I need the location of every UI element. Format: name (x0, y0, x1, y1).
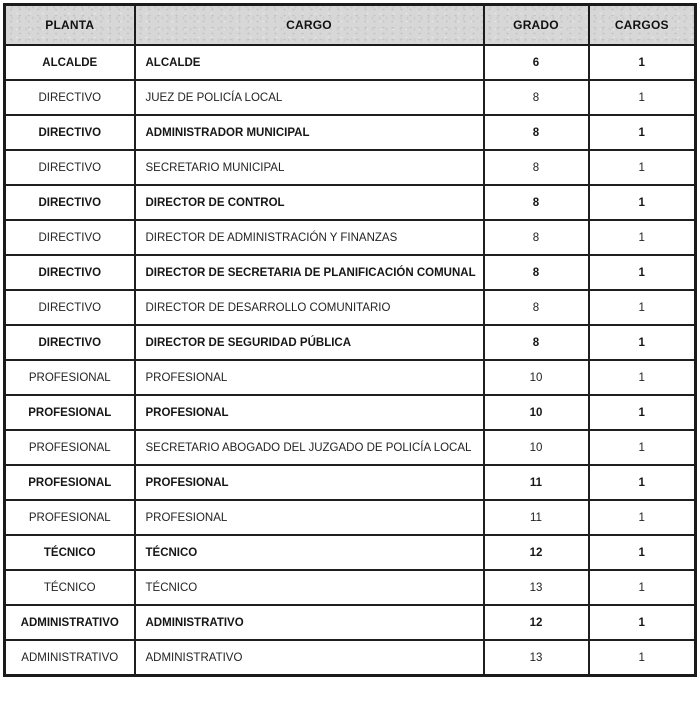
cell-grado: 10 (484, 360, 589, 395)
cell-cargos: 1 (589, 500, 696, 535)
cell-cargo: ADMINISTRATIVO (135, 605, 484, 640)
cell-cargo: PROFESIONAL (135, 465, 484, 500)
column-header-planta: PLANTA (5, 5, 135, 46)
table-row (5, 465, 696, 500)
cell-grado: 6 (484, 45, 589, 80)
table-row (5, 570, 696, 605)
table-row (5, 115, 696, 150)
cell-grado: 11 (484, 500, 589, 535)
cell-planta: PROFESIONAL (5, 500, 135, 535)
cell-cargo: ALCALDE (135, 45, 484, 80)
cell-grado: 8 (484, 150, 589, 185)
column-header-grado: GRADO (484, 5, 589, 46)
cell-planta: PROFESIONAL (5, 465, 135, 500)
cell-planta: TÉCNICO (5, 535, 135, 570)
table-body (5, 45, 696, 676)
cell-planta: DIRECTIVO (5, 220, 135, 255)
cell-cargo: DIRECTOR DE SEGURIDAD PÚBLICA (135, 325, 484, 360)
cell-cargo: SECRETARIO MUNICIPAL (135, 150, 484, 185)
table-row (5, 255, 696, 290)
cell-planta: PROFESIONAL (5, 395, 135, 430)
table-row (5, 45, 696, 80)
table-row (5, 500, 696, 535)
cell-cargos: 1 (589, 325, 696, 360)
cell-cargos: 1 (589, 115, 696, 150)
cell-planta: DIRECTIVO (5, 325, 135, 360)
table-row (5, 80, 696, 115)
table-row (5, 535, 696, 570)
cell-cargo: ADMINISTRADOR MUNICIPAL (135, 115, 484, 150)
cell-planta: DIRECTIVO (5, 185, 135, 220)
cell-cargos: 1 (589, 290, 696, 325)
cell-grado: 13 (484, 570, 589, 605)
column-header-cargos: CARGOS (589, 5, 696, 46)
cell-grado: 8 (484, 220, 589, 255)
cell-planta: TÉCNICO (5, 570, 135, 605)
cell-cargo: DIRECTOR DE DESARROLLO COMUNITARIO (135, 290, 484, 325)
cell-cargos: 1 (589, 80, 696, 115)
cell-planta: ALCALDE (5, 45, 135, 80)
cell-cargo: ADMINISTRATIVO (135, 640, 484, 676)
cell-cargo: TÉCNICO (135, 535, 484, 570)
table-header (5, 5, 696, 46)
cell-cargo: PROFESIONAL (135, 360, 484, 395)
cell-cargos: 1 (589, 150, 696, 185)
table-row (5, 430, 696, 465)
table-row (5, 150, 696, 185)
cell-cargos: 1 (589, 535, 696, 570)
cell-planta: ADMINISTRATIVO (5, 605, 135, 640)
cell-planta: DIRECTIVO (5, 290, 135, 325)
cell-grado: 8 (484, 290, 589, 325)
table-row (5, 290, 696, 325)
table-row (5, 220, 696, 255)
table-row (5, 605, 696, 640)
table-row (5, 185, 696, 220)
table-header-row (5, 5, 696, 46)
table-row (5, 325, 696, 360)
cell-cargos: 1 (589, 185, 696, 220)
cell-grado: 8 (484, 325, 589, 360)
cell-cargos: 1 (589, 220, 696, 255)
cell-grado: 12 (484, 535, 589, 570)
table-row (5, 395, 696, 430)
cell-grado: 12 (484, 605, 589, 640)
cell-planta: DIRECTIVO (5, 80, 135, 115)
cell-cargos: 1 (589, 605, 696, 640)
cell-cargo: PROFESIONAL (135, 395, 484, 430)
cell-cargos: 1 (589, 465, 696, 500)
cell-cargo: DIRECTOR DE ADMINISTRACIÓN Y FINANZAS (135, 220, 484, 255)
cell-cargos: 1 (589, 640, 696, 676)
cell-planta: PROFESIONAL (5, 430, 135, 465)
cell-planta: ADMINISTRATIVO (5, 640, 135, 676)
cell-cargos: 1 (589, 45, 696, 80)
cell-grado: 10 (484, 430, 589, 465)
cell-planta: DIRECTIVO (5, 150, 135, 185)
cell-planta: PROFESIONAL (5, 360, 135, 395)
cell-cargo: TÉCNICO (135, 570, 484, 605)
cell-cargo: SECRETARIO ABOGADO DEL JUZGADO DE POLICÍA LOCAL (135, 430, 484, 465)
cell-grado: 10 (484, 395, 589, 430)
cell-grado: 8 (484, 115, 589, 150)
cell-grado: 8 (484, 255, 589, 290)
cell-planta: DIRECTIVO (5, 255, 135, 290)
cell-grado: 13 (484, 640, 589, 676)
cell-cargos: 1 (589, 395, 696, 430)
cell-cargo: DIRECTOR DE CONTROL (135, 185, 484, 220)
cell-cargos: 1 (589, 360, 696, 395)
cell-grado: 8 (484, 80, 589, 115)
cell-cargo: JUEZ DE POLICÍA LOCAL (135, 80, 484, 115)
staff-positions-table (3, 3, 697, 677)
cell-cargos: 1 (589, 430, 696, 465)
cell-cargos: 1 (589, 255, 696, 290)
table-row (5, 360, 696, 395)
cell-grado: 8 (484, 185, 589, 220)
cell-cargo: PROFESIONAL (135, 500, 484, 535)
column-header-cargo: CARGO (135, 5, 484, 46)
cell-cargos: 1 (589, 570, 696, 605)
cell-cargo: DIRECTOR DE SECRETARIA DE PLANIFICACIÓN COMUNAL (135, 255, 484, 290)
cell-grado: 11 (484, 465, 589, 500)
table-row (5, 640, 696, 676)
cell-planta: DIRECTIVO (5, 115, 135, 150)
